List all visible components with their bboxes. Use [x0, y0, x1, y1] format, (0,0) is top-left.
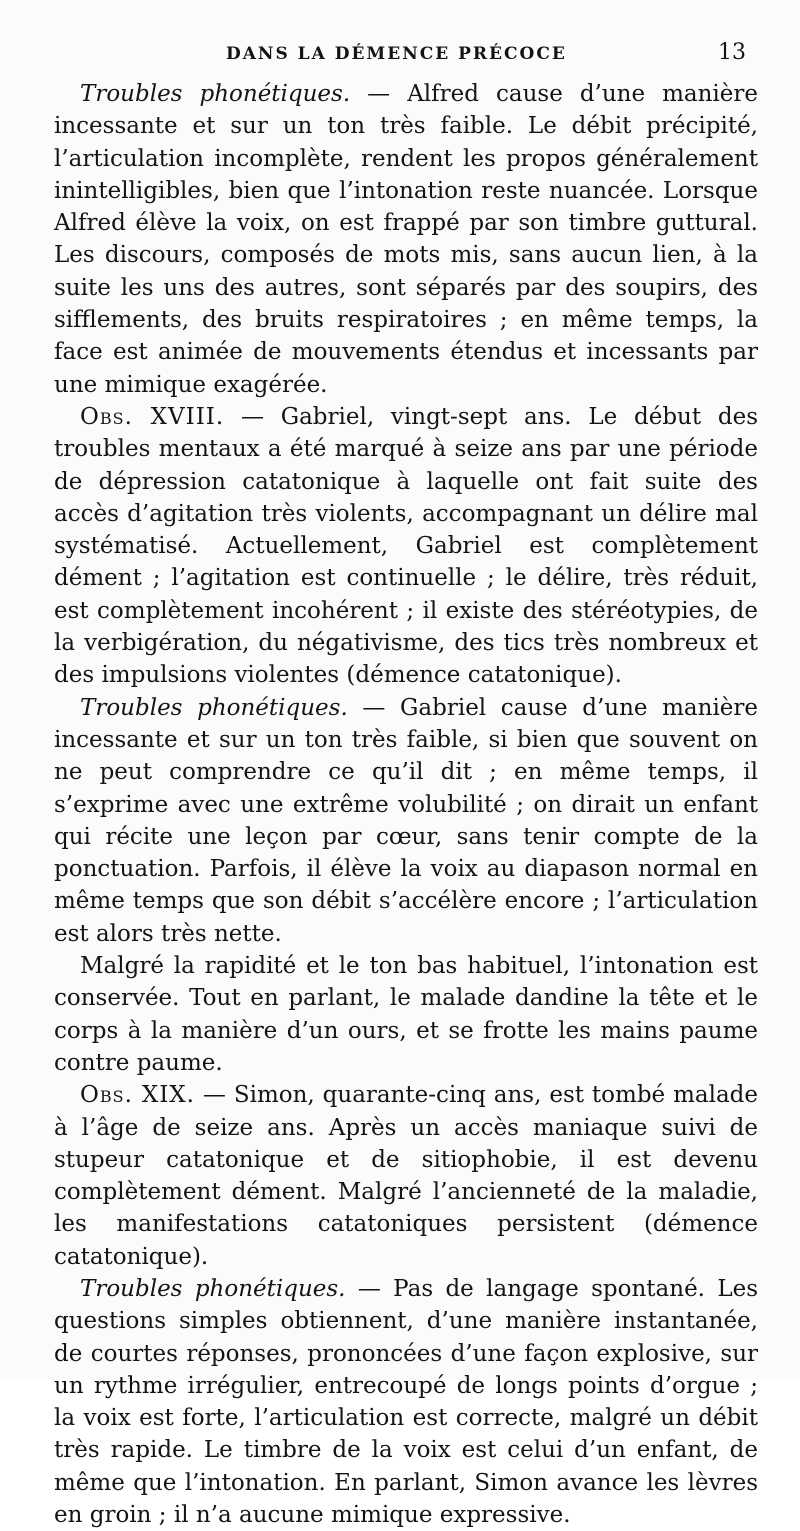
paragraph-text: Malgré la rapidité et le ton bas habituel, l’intonation est conservée. Tout en parlant, le malade dandine la tête et le corps à la manière d’un ours, et se frotte les mains paume contre paume. — [54, 953, 758, 1076]
paragraph-gabriel-intonation — [54, 950, 758, 1079]
paragraph-text: Simon, quarante-cinq ans, est tombé malade à l’âge de seize ans. Après un accès maniaque suivi de stupeur catatonique et de sitiophobie, il est devenu complètement dément. Malgré l’ancienneté de la maladie, les manifestations catatoniques persistent (démence catatonique). — [54, 1082, 759, 1270]
paragraph-alfred-phonetics — [54, 78, 758, 401]
body-text — [54, 78, 758, 1531]
em-dash-separator: — — [194, 1082, 234, 1109]
page-number: 13 — [718, 40, 746, 65]
em-dash-separator: — — [350, 81, 408, 107]
paragraph-text: Gabriel, vingt-sept ans. Le début des troubles mentaux a été marqué à seize ans par une période de dépression catatonique à laquelle ont fait suite des accès d’agitation très violents, accompagnant un délire mal systématisé. Actuellement, Gabriel est complètement dément ; l’agitation est continuelle ; le délire, très réduit, est complètement incohérent ; il existe des stéréotypies, de la verbigération, du négativisme, des tics très nombreux et des impulsions violentes (démence catatonique). — [54, 403, 758, 689]
em-dash-separator: — — [224, 403, 281, 430]
running-title: DANS LA DÉMENCE PRÉCOCE — [226, 44, 567, 64]
paragraph-obs-xviii — [54, 401, 758, 692]
paragraph-obs-xix — [54, 1079, 758, 1273]
paragraph-simon-phonetics — [54, 1273, 758, 1531]
section-heading: Troubles phonétiques. — [80, 1275, 346, 1302]
observation-label: Obs. XVIII. — [80, 403, 225, 430]
paragraph-text: Gabriel cause d’une manière incessante et sur un ton très faible, si bien que souvent on ne peut comprendre ce qu’il dit ; en même temps, il s’exprime avec une extrême volubilité ; on dirait un enfant qui récite une leçon par cœur, sans tenir compte de la ponctuation. Parfois, il élève la voix au diapason normal en même temps que son débit s’accélère encore ; l’articulation est alors très nette. — [54, 694, 759, 947]
section-heading: Troubles phonétiques. — [80, 694, 348, 721]
em-dash-separator: — — [347, 694, 401, 721]
running-head — [54, 34, 758, 78]
observation-label: Obs. XIX. — [80, 1082, 195, 1109]
paragraph-gabriel-phonetics — [54, 692, 758, 950]
paragraph-text: Alfred cause d’une manière incessante et sur un ton très faible. Le débit précipité, l’articulation incomplète, rendent les propos généralement inintelligibles, bien que l’intonation reste nuancée. Lorsque Alfred élève la voix, on est frappé par son timbre guttural. Les discours, composés de mots mis, sans aucun lien, à la suite les uns des autres, sont séparés par des soupirs, des sifflements, des bruits respiratoires ; en même temps, la face est animée de mouvements étendus et incessants par une mimique exagérée. — [54, 81, 759, 398]
em-dash-separator: — — [345, 1275, 394, 1302]
section-heading: Troubles phonétiques. — [80, 81, 351, 107]
paragraph-text: Pas de langage spontané. Les questions simples obtiennent, d’une manière instantanée, de courtes réponses, prononcées d’une façon explosive, sur un rythme irrégulier, entrecoupé de longs points d’orgue ; la voix est forte, l’articulation est correcte, malgré un débit très rapide. Le timbre de la voix est celui d’un enfant, de même que l’intonation. En parlant, Simon avance les lèvres en groin ; il n’a aucune mimique expressive. — [54, 1275, 759, 1529]
